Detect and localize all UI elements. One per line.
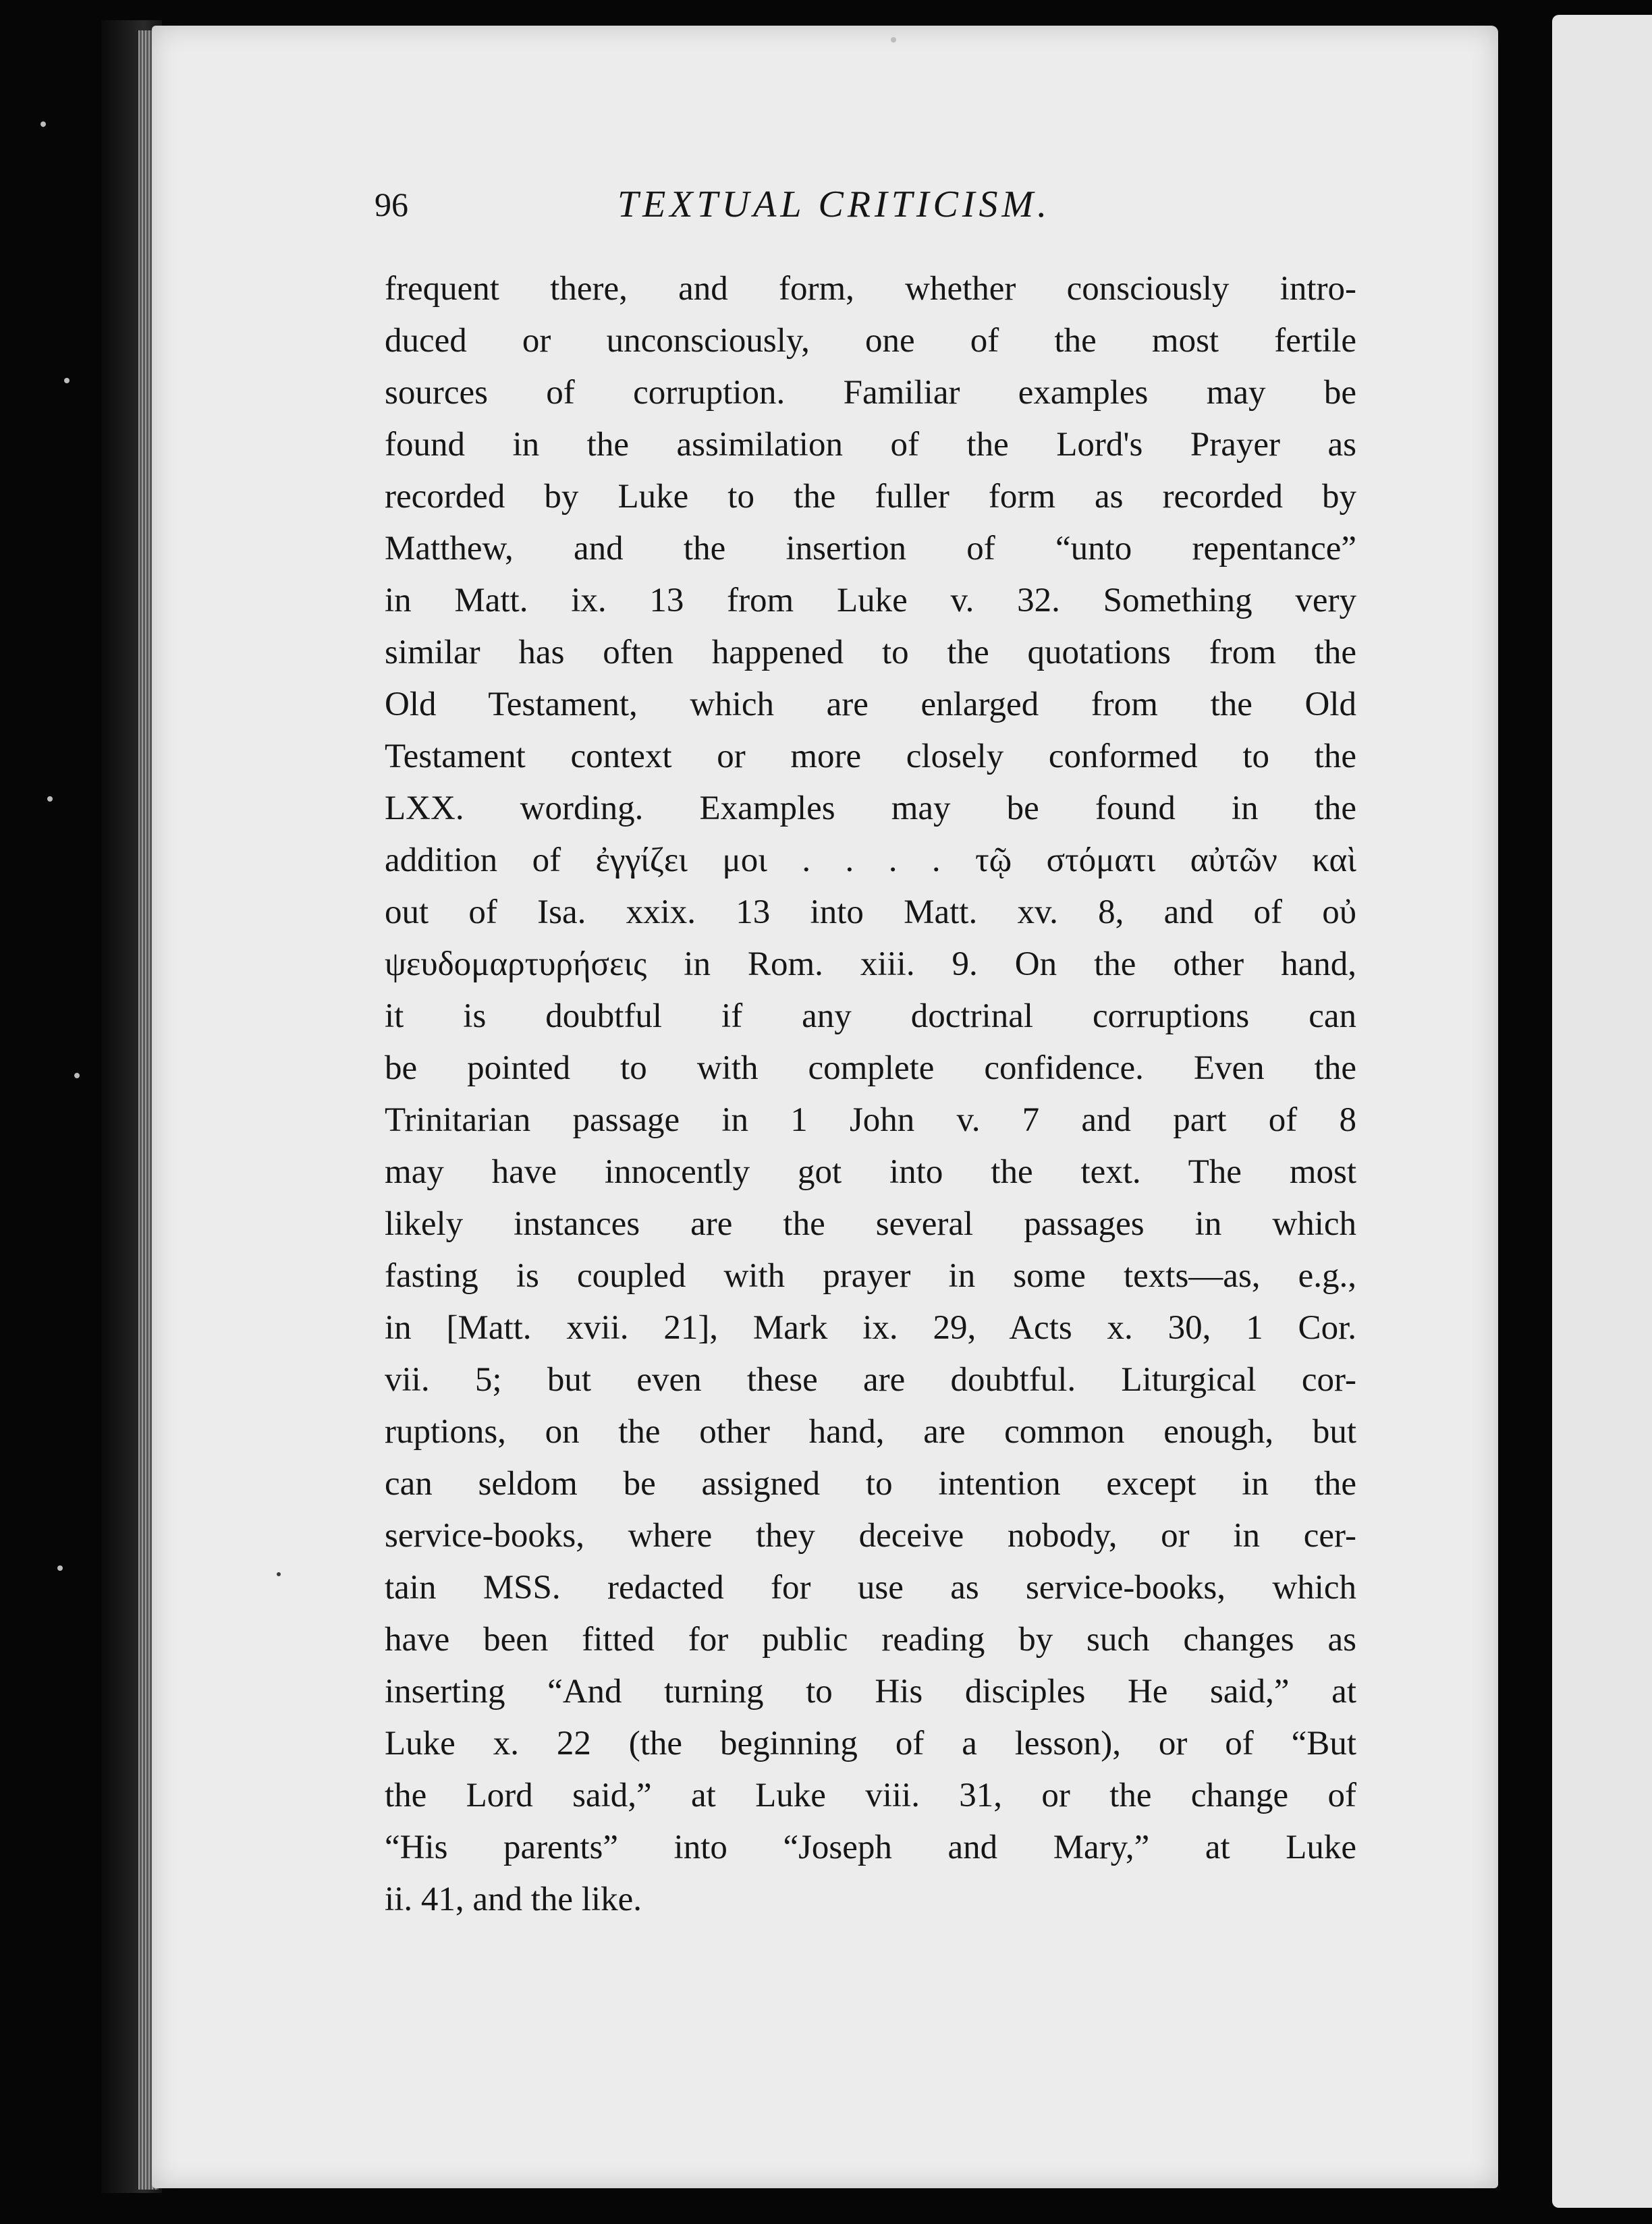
text-line: it is doubtful if any doctrinal corruptions can bbox=[385, 997, 1356, 1035]
scan-speck bbox=[74, 1073, 80, 1078]
text-line: likely instances are the several passages in which bbox=[385, 1205, 1356, 1243]
text-line: in [Matt. xvii. 21], Mark ix. 29, Acts x. 30, 1 Cor. bbox=[385, 1309, 1356, 1347]
text-line: be pointed to with complete confidence. Even the bbox=[385, 1049, 1356, 1087]
text-line: recorded by Luke to the fuller form as recorded by bbox=[385, 478, 1356, 516]
text-line: can seldom be assigned to intention except in the bbox=[385, 1465, 1356, 1503]
text-line: “His parents” into “Joseph and Mary,” at Luke bbox=[385, 1829, 1356, 1866]
text-line: found in the assimilation of the Lord's Prayer as bbox=[385, 426, 1356, 464]
text-line: have been fitted for public reading by such changes as bbox=[385, 1621, 1356, 1659]
running-head bbox=[375, 181, 1387, 235]
page-number: 96 bbox=[375, 186, 408, 223]
text-line: service-books, where they deceive nobody, or in cer- bbox=[385, 1517, 1356, 1555]
body-text bbox=[385, 263, 1356, 1926]
text-line: ψευδομαρτυρήσεις in Rom. xiii. 9. On the other hand, bbox=[385, 945, 1356, 983]
text-line: Testament context or more closely conformed to the bbox=[385, 738, 1356, 775]
text-line: out of Isa. xxix. 13 into Matt. xv. 8, and of οὐ bbox=[385, 893, 1356, 931]
text-line: Trinitarian passage in 1 John v. 7 and part of 8 bbox=[385, 1101, 1356, 1139]
text-line: Old Testament, which are enlarged from the Old bbox=[385, 686, 1356, 723]
text-line: frequent there, and form, whether consciously intro- bbox=[385, 270, 1356, 308]
scan-speck bbox=[57, 1565, 63, 1571]
text-line: inserting “And turning to His disciples He said,” at bbox=[385, 1673, 1356, 1711]
text-line: sources of corruption. Familiar examples may be bbox=[385, 374, 1356, 412]
text-line: fasting is coupled with prayer in some texts—as, e.g., bbox=[385, 1257, 1356, 1295]
scan-speck bbox=[277, 1572, 281, 1576]
text-line: similar has often happened to the quotations from the bbox=[385, 634, 1356, 671]
text-line: duced or unconsciously, one of the most fertile bbox=[385, 322, 1356, 360]
scan-speck bbox=[47, 796, 53, 802]
running-title: TEXTUAL CRITICISM. bbox=[617, 184, 1051, 225]
text-line: ii. 41, and the like. bbox=[385, 1881, 642, 1918]
text-line: the Lord said,” at Luke viii. 31, or the change of bbox=[385, 1777, 1356, 1814]
text-line: Luke x. 22 (the beginning of a lesson), or of “But bbox=[385, 1725, 1356, 1762]
text-line: may have innocently got into the text. The most bbox=[385, 1153, 1356, 1191]
text-line: Matthew, and the insertion of “unto repentance” bbox=[385, 530, 1356, 567]
text-line: in Matt. ix. 13 from Luke v. 32. Something very bbox=[385, 582, 1356, 619]
text-line: LXX. wording. Examples may be found in the bbox=[385, 789, 1356, 827]
text-line: vii. 5; but even these are doubtful. Liturgical cor- bbox=[385, 1361, 1356, 1399]
scan-speck bbox=[64, 378, 70, 383]
scan-speck bbox=[891, 37, 896, 43]
facing-page-edge bbox=[1552, 15, 1652, 2208]
text-line: addition of ἐγγίζει μοι . . . . τῷ στόματι αὐτῶν καὶ bbox=[385, 841, 1356, 879]
scan-speck bbox=[40, 121, 46, 127]
text-line: ruptions, on the other hand, are common enough, but bbox=[385, 1413, 1356, 1451]
text-line: tain MSS. redacted for use as service-books, which bbox=[385, 1569, 1356, 1607]
